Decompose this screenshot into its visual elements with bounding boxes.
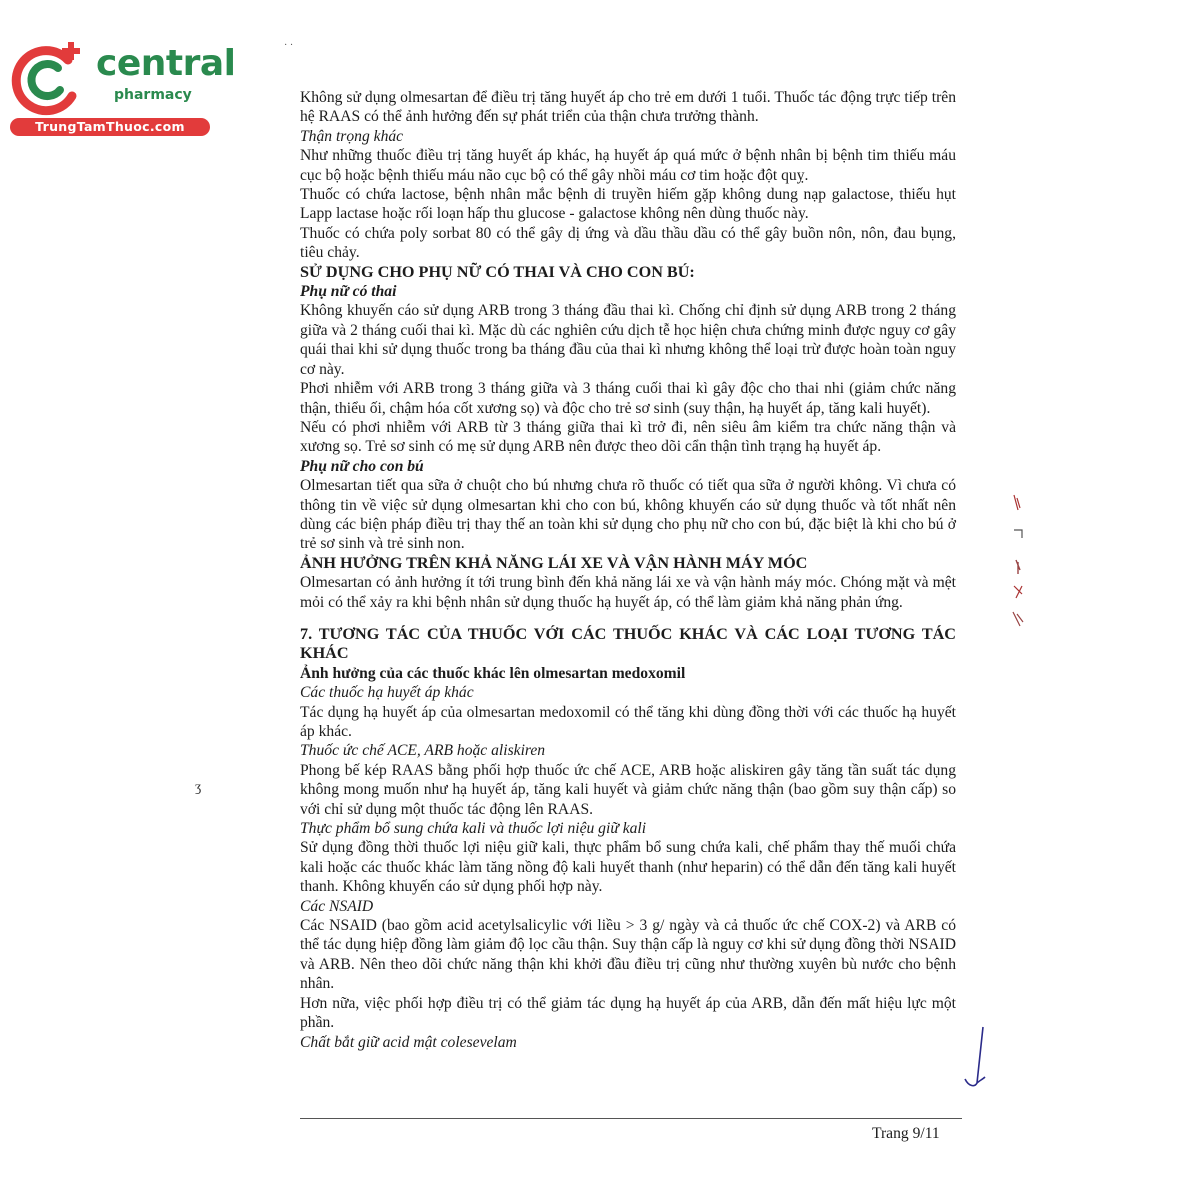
subheading: Ảnh hưởng của các thuốc khác lên olmesartan medoxomil bbox=[300, 664, 686, 682]
scan-mark: ʒ bbox=[195, 780, 202, 795]
paragraph: Sử dụng đồng thời thuốc lợi niệu giữ kali, thực phẩm bổ sung chứa kali, chế phẩm thay thế muối chứa kali hoặc các thuốc khác làm tăng nồng độ kali huyết thanh (như heparin) có thể dẫn đến tăng kali huyết thanh. Không khuyến cáo sử dụng phối hợp này. bbox=[300, 839, 956, 896]
subheading: Các thuốc hạ huyết áp khác bbox=[300, 684, 474, 702]
subheading: Chất bắt giữ acid mật colesevelam bbox=[300, 1033, 517, 1051]
paragraph: Thuốc có chứa poly sorbat 80 có thể gây dị ứng và dầu thầu dầu có thể gây buồn nôn, nôn, đau bụng, tiêu chảy. bbox=[300, 224, 956, 262]
section-heading: SỬ DỤNG CHO PHỤ NỮ CÓ THAI VÀ CHO CON BÚ: bbox=[300, 262, 695, 281]
section-heading: ẢNH HƯỞNG TRÊN KHẢ NĂNG LÁI XE VÀ VẬN HÀNH MÁY MÓC bbox=[300, 553, 808, 572]
paragraph: Nếu có phơi nhiễm với ARB từ 3 tháng giữa thai kì trở đi, nên siêu âm kiểm tra chức năng thận và xương sọ. Trẻ sơ sinh có mẹ sử dụng ARB nên được theo dõi cẩn thận tình trạng hạ huyết áp. bbox=[300, 418, 956, 456]
central-pharmacy-logo-icon bbox=[10, 38, 90, 118]
subheading: Phụ nữ có thai bbox=[300, 283, 397, 301]
subheading: Thực phẩm bổ sung chứa kali và thuốc lợi niệu giữ kali bbox=[300, 820, 647, 838]
paragraph: Các NSAID (bao gồm acid acetylsalicylic với liều > 3 g/ ngày và cả thuốc ức chế COX-2) và ARB có thể tác dụng hiệp đồng làm giảm độ lọc cầu thận. Suy thận cấp là nguy cơ khi sử dụng đồng thời NSAID và ARB. Nên theo dõi chức năng thận khi khởi đầu điều trị cũng như thường xuyên bù nước cho bệnh nhân. bbox=[300, 917, 956, 993]
paragraph: Như những thuốc điều trị tăng huyết áp khác, hạ huyết áp quá mức ở bệnh nhân bị bệnh tim thiếu máu cục bộ hoặc bệnh thiếu máu não cục bộ có thể gây nhồi máu cơ tim hoặc đột quỵ. bbox=[300, 147, 956, 184]
subheading: Phụ nữ cho con bú bbox=[300, 457, 424, 475]
footer-rule bbox=[300, 1118, 962, 1119]
paragraph: Olmesartan có ảnh hưởng ít tới trung bình đến khả năng lái xe và vận hành máy móc. Chóng mặt và mệt mỏi có thể xảy ra khi bệnh nhân sử dụng thuốc hạ huyết áp, có thể làm giảm khả năng phản ứng. bbox=[300, 574, 956, 611]
signature-mark bbox=[955, 1025, 995, 1095]
paragraph: Phong bế kép RAAS bằng phối hợp thuốc ức chế ACE, ARB hoặc aliskiren gây tăng tần suất tác dụng không mong muốn như hạ huyết áp, tăng kali huyết và giảm chức năng thận (bao gồm suy thận cấp) so với chỉ sử dụng một thuốc tác động lên RAAS. bbox=[300, 761, 956, 818]
paragraph: Thuốc có chứa lactose, bệnh nhân mắc bệnh di truyền hiếm gặp không dung nạp galactose, thiếu hụt Lapp lactase hoặc rối loạn hấp thu glucose - galactose không nên dùng thuốc này. bbox=[300, 186, 956, 223]
subheading: Các NSAID bbox=[300, 897, 374, 915]
section-heading: 7. TƯƠNG TÁC CỦA THUỐC VỚI CÁC THUỐC KHÁC VÀ CÁC LOẠI TƯƠNG TÁC KHÁC bbox=[300, 624, 956, 663]
brand-logo bbox=[10, 38, 236, 138]
paragraph: Hơn nữa, việc phối hợp điều trị có thể giảm tác dụng hạ huyết áp của ARB, dẫn đến mất hiệu lực một phần. bbox=[300, 994, 956, 1032]
scan-speck: · · bbox=[284, 40, 294, 51]
paragraph: Không khuyến cáo sử dụng ARB trong 3 tháng đầu thai kì. Chống chỉ định sử dụng ARB trong 2 tháng giữa và 2 tháng cuối thai kì. Mặc dù các nghiên cứu dịch tễ học hiện chưa chứng minh được nguy cơ gây quái thai khi sử dụng thuốc trong ba tháng đầu của thai kì nhưng không thể loại trừ được hoàn toàn nguy cơ này. bbox=[300, 302, 956, 378]
brand-url: TrungTamThuoc.com bbox=[10, 118, 210, 136]
page-number: Trang 9/11 bbox=[872, 1125, 940, 1142]
subheading: Thuốc ức chế ACE, ARB hoặc aliskiren bbox=[300, 742, 546, 760]
document-body bbox=[300, 88, 956, 1052]
brand-name: central bbox=[96, 43, 236, 84]
paragraph: Olmesartan tiết qua sữa ở chuột cho bú nhưng chưa rõ thuốc có tiết qua sữa ở người không. Vì chưa có thông tin về việc sử dụng olmesartan khi cho con bú, không khuyến cáo sử dụng thuốc và tốt nhất nên dùng các biện pháp điều trị thay thế an toàn khi sử dụng cho phụ nữ cho con bú, đặc biệt là khi cho bú ở trẻ sơ sinh và trẻ sinh non. bbox=[300, 477, 956, 553]
paragraph: Phơi nhiễm với ARB trong 3 tháng giữa và 3 tháng cuối thai kì gây độc cho thai nhi (giảm chức năng thận, thiểu ối, chậm hóa cốt xương sọ) và độc cho trẻ sơ sinh (suy thận, hạ huyết áp, tăng kali huyết). bbox=[300, 380, 956, 417]
paragraph: Tác dụng hạ huyết áp của olmesartan medoxomil có thể tăng khi dùng đồng thời với các thuốc hạ huyết áp khác. bbox=[300, 703, 956, 740]
brand-subtitle: pharmacy bbox=[114, 87, 192, 103]
margin-handwriting-marks bbox=[1008, 490, 1028, 640]
paragraph: Không sử dụng olmesartan để điều trị tăng huyết áp cho trẻ em dưới 1 tuổi. Thuốc tác động trực tiếp trên hệ RAAS có thể ảnh hưởng đến sự phát triển của thận chưa trưởng thành. bbox=[300, 89, 956, 126]
subheading: Thận trọng khác bbox=[300, 127, 404, 145]
